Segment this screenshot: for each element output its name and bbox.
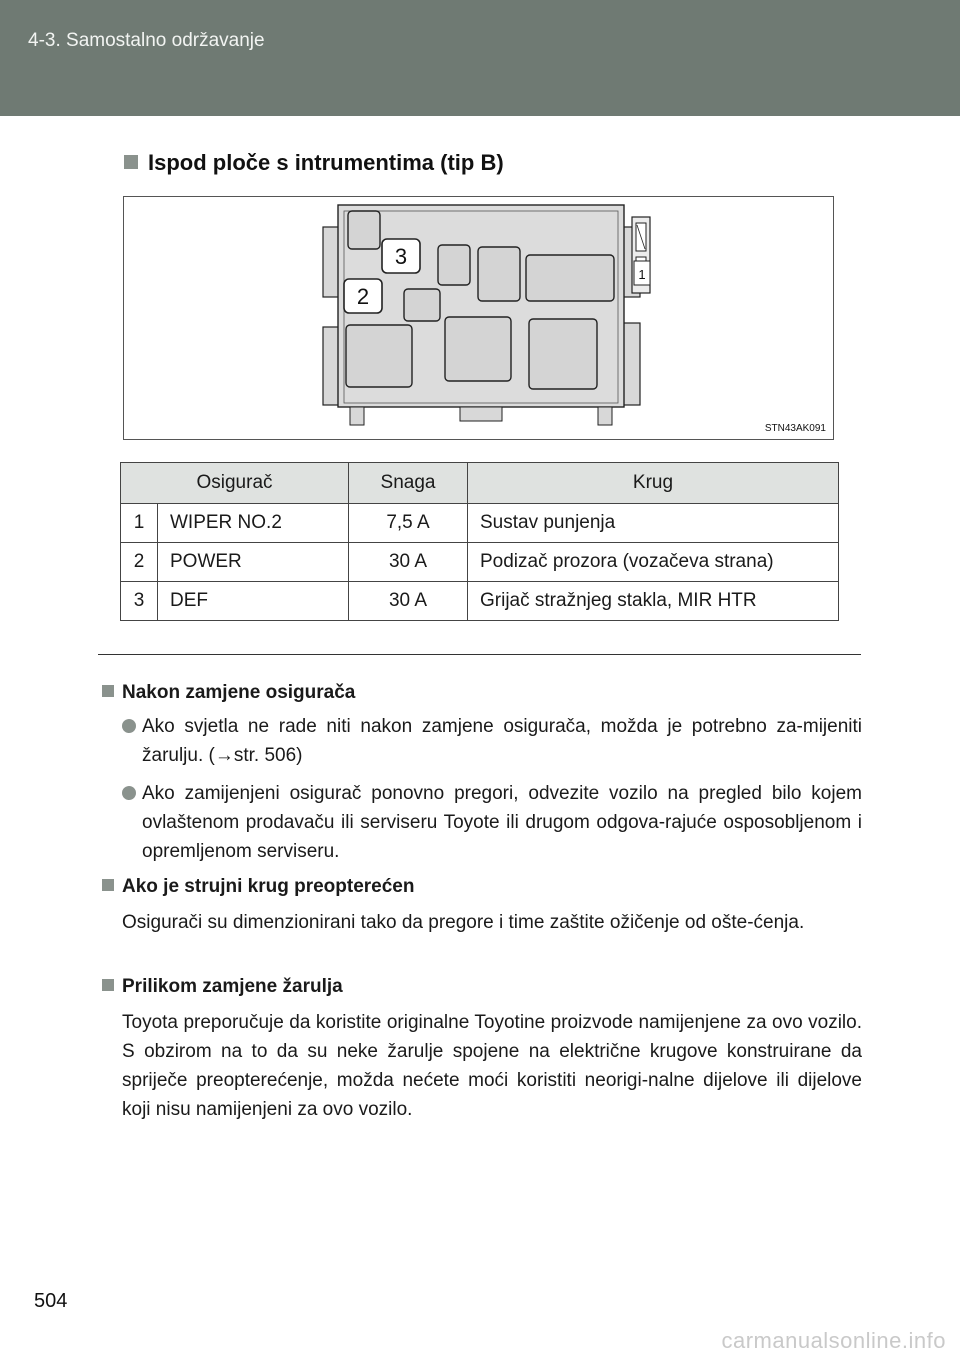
square-bullet-icon <box>102 879 114 891</box>
table-header-row <box>121 463 839 504</box>
fuse-name: DEF <box>158 582 349 621</box>
square-bullet-icon <box>102 979 114 991</box>
note-overload <box>102 872 862 937</box>
section-title-text: Ispod ploče s intrumentima (tip B) <box>148 150 504 175</box>
fuse-box-figure <box>123 196 834 440</box>
section-divider <box>98 654 861 655</box>
fuse-circuit: Sustav punjenja <box>468 504 839 543</box>
fuse-box-bottom-tab <box>598 407 612 425</box>
chapter-title: 4-3. Samostalno održavanje <box>28 30 265 51</box>
relay-slot <box>445 317 511 381</box>
fuse-slot <box>348 211 380 249</box>
fuse-slot <box>438 245 470 285</box>
relay-slot <box>346 325 412 387</box>
section-title <box>124 150 504 176</box>
fuse-circuit: Grijač stražnjeg stakla, MIR HTR <box>468 582 839 621</box>
header-power: Snaga <box>349 463 468 504</box>
note-after-replace <box>102 678 862 866</box>
table-row <box>121 504 839 543</box>
round-bullet-icon <box>122 719 136 733</box>
fuse-slot <box>404 289 440 321</box>
fuse-box-diagram <box>124 197 835 441</box>
fuse-power: 30 A <box>349 582 468 621</box>
relay-slot <box>478 247 520 301</box>
callout-1-label: 1 <box>638 267 646 282</box>
fuse-power: 7,5 A <box>349 504 468 543</box>
callout-3-label: 3 <box>394 244 408 269</box>
figure-code: STN43AK091 <box>764 423 826 434</box>
bullet-text: Ako svjetla ne rade niti nakon zamjene osigurača, možda je potrebno za-mijeniti žarulju. (→str. 506) <box>142 716 862 766</box>
relay-slot <box>529 319 597 389</box>
fuse-name: POWER <box>158 543 349 582</box>
fuse-name: WIPER NO.2 <box>158 504 349 543</box>
fuse-circuit: Podizač prozora (vozačeva strana) <box>468 543 839 582</box>
note-bulbs <box>102 972 862 1124</box>
table-row <box>121 543 839 582</box>
bullet-text: Ako zamijenjeni osigurač ponovno pregori, odvezite vozilo na pregled bilo kojem ovlaštenom prodavaču ili serviseru Toyote ili drugom odgova-rajuće osposobljenom i opremljenom serviseru. <box>142 783 862 862</box>
fuse-box-bottom-tab <box>350 407 364 425</box>
square-bullet-icon <box>102 685 114 697</box>
header-fuse: Osigurač <box>121 463 349 504</box>
bullet-item <box>102 712 862 770</box>
round-bullet-icon <box>122 786 136 800</box>
fuse-table <box>120 462 839 621</box>
note-text: Toyota preporučuje da koristite originalne Toyotine proizvode namijenjene za ovo vozilo. S obzirom na to da su neke žarulje spojene na električne krugove konstruirane da spriječe preopterećenje, možda nećete moći koristiti neorigi-nalne dijelove ili dijelove koji nisu namijenjeni za ovo vozilo. <box>122 1012 862 1120</box>
table-row <box>121 582 839 621</box>
square-bullet-icon <box>124 155 138 169</box>
header-circuit: Krug <box>468 463 839 504</box>
note-text: Osigurači su dimenzionirani tako da pregore i time zaštite ožičenje od ošte-ćenja. <box>122 912 805 933</box>
note-heading-text: Prilikom zamjene žarulja <box>122 976 343 997</box>
bullet-item <box>102 779 862 866</box>
callout-2 <box>344 279 382 313</box>
note-heading-text: Ako je strujni krug preopterećen <box>122 876 415 897</box>
header-band <box>0 0 960 116</box>
fuse-box-bottom-tab <box>460 407 502 421</box>
page-number: 504 <box>34 1290 68 1312</box>
callout-1 <box>634 261 650 285</box>
note-heading <box>102 972 862 1001</box>
callout-2-label: 2 <box>356 284 370 309</box>
watermark: carmanualsonline.info <box>721 1328 946 1353</box>
row-number: 1 <box>121 504 158 543</box>
callout-3 <box>382 239 420 273</box>
row-number: 3 <box>121 582 158 621</box>
row-number: 2 <box>121 543 158 582</box>
note-heading <box>102 872 862 901</box>
fuse-power: 30 A <box>349 543 468 582</box>
relay-slot <box>526 255 614 301</box>
note-heading-text: Nakon zamjene osigurača <box>122 682 356 703</box>
note-heading <box>102 678 862 707</box>
